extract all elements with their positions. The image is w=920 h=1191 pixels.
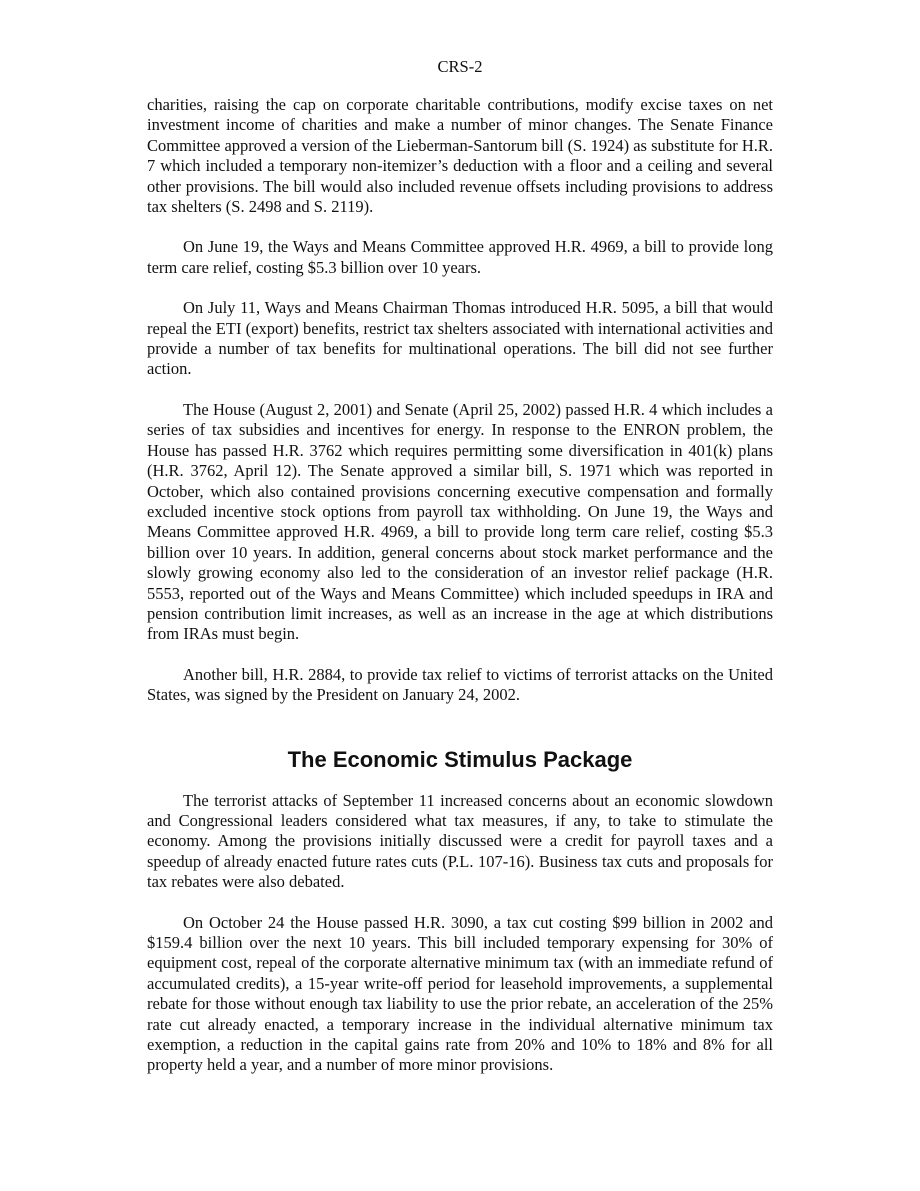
section-heading: The Economic Stimulus Package: [287, 746, 633, 772]
document-body: [147, 95, 773, 1096]
paragraph-hr5095: On July 11, Ways and Means Chairman Thomas introduced H.R. 5095, a bill that would repeal the ETI (export) benefits, restrict tax shelters associated with international activities and provide a number of tax benefits for multinational operations. The bill did not see further action.: [147, 298, 773, 379]
paragraph-long-term-care: On June 19, the Ways and Means Committee approved H.R. 4969, a bill to provide long term care relief, costing $5.3 billion over 10 years.: [147, 237, 773, 277]
paragraph-continuation: charities, raising the cap on corporate charitable contributions, modify excise taxes on net investment income of charities and make a number of minor changes. The Senate Finance Committee approved a version of the Lieberman-Santorum bill (S. 1924) as substitute for H.R. 7 which included a temporary non-itemizer’s deduction with a floor and a ceiling and several other provisions. The bill would also included revenue offsets including provisions to address tax shelters (S. 2498 and S. 2119).: [147, 95, 773, 217]
paragraph-terrorist-relief: Another bill, H.R. 2884, to provide tax relief to victims of terrorist attacks on the United States, was signed by the President on January 24, 2002.: [147, 664, 773, 705]
paragraph-hr3090: On October 24 the House passed H.R. 3090, a tax cut costing $99 billion in 2002 and $159.4 billion over the next 10 years. This bill included temporary expensing for 30% of equipment cost, repeal of the corporate alternative minimum tax (with an immediate refund of accumulated credits), a 15-year write-off period for leasehold improvements, a supplemental rebate for those without enough tax liability to use the prior rebate, an acceleration of the 25% rate cut already enacted, a temporary increase in the individual alternative minimum tax exemption, a reduction in the capital gains rate from 20% and 10% to 18% and 8% for all property held a year, and a number of more minor provisions.: [147, 912, 773, 1075]
paragraph-energy-enron: The House (August 2, 2001) and Senate (April 25, 2002) passed H.R. 4 which includes a series of tax subsidies and incentives for energy. In response to the ENRON problem, the House has passed H.R. 3762 which requires permitting some diversification in 401(k) plans (H.R. 3762, April 12). The Senate approved a similar bill, S. 1971 which was reported in October, which also contained provisions concerning executive compensation and formally excluded incentive stock options from payroll tax withholding. On June 19, the Ways and Means Committee approved H.R. 4969, a bill to provide long term care relief, costing $5.3 billion over 10 years. In addition, general concerns about stock market performance and the slowly growing economy also led to the consideration of an investor relief package (H.R. 5553, reported out of the Ways and Means Committee) which included speedups in IRA and pension contribution limit increases, as well as an increase in the age at which distributions from IRAs must begin.: [147, 399, 773, 644]
paragraph-stimulus-intro: The terrorist attacks of September 11 increased concerns about an economic slowdown and Congressional leaders considered what tax measures, if any, to take to stimulate the economy. Among the provisions initially discussed were a credit for payroll taxes and a speedup of already enacted future rates cuts (P.L. 107-16). Business tax cuts and proposals for tax rebates were also debated.: [147, 790, 773, 892]
page-number-header: CRS-2: [437, 57, 483, 76]
